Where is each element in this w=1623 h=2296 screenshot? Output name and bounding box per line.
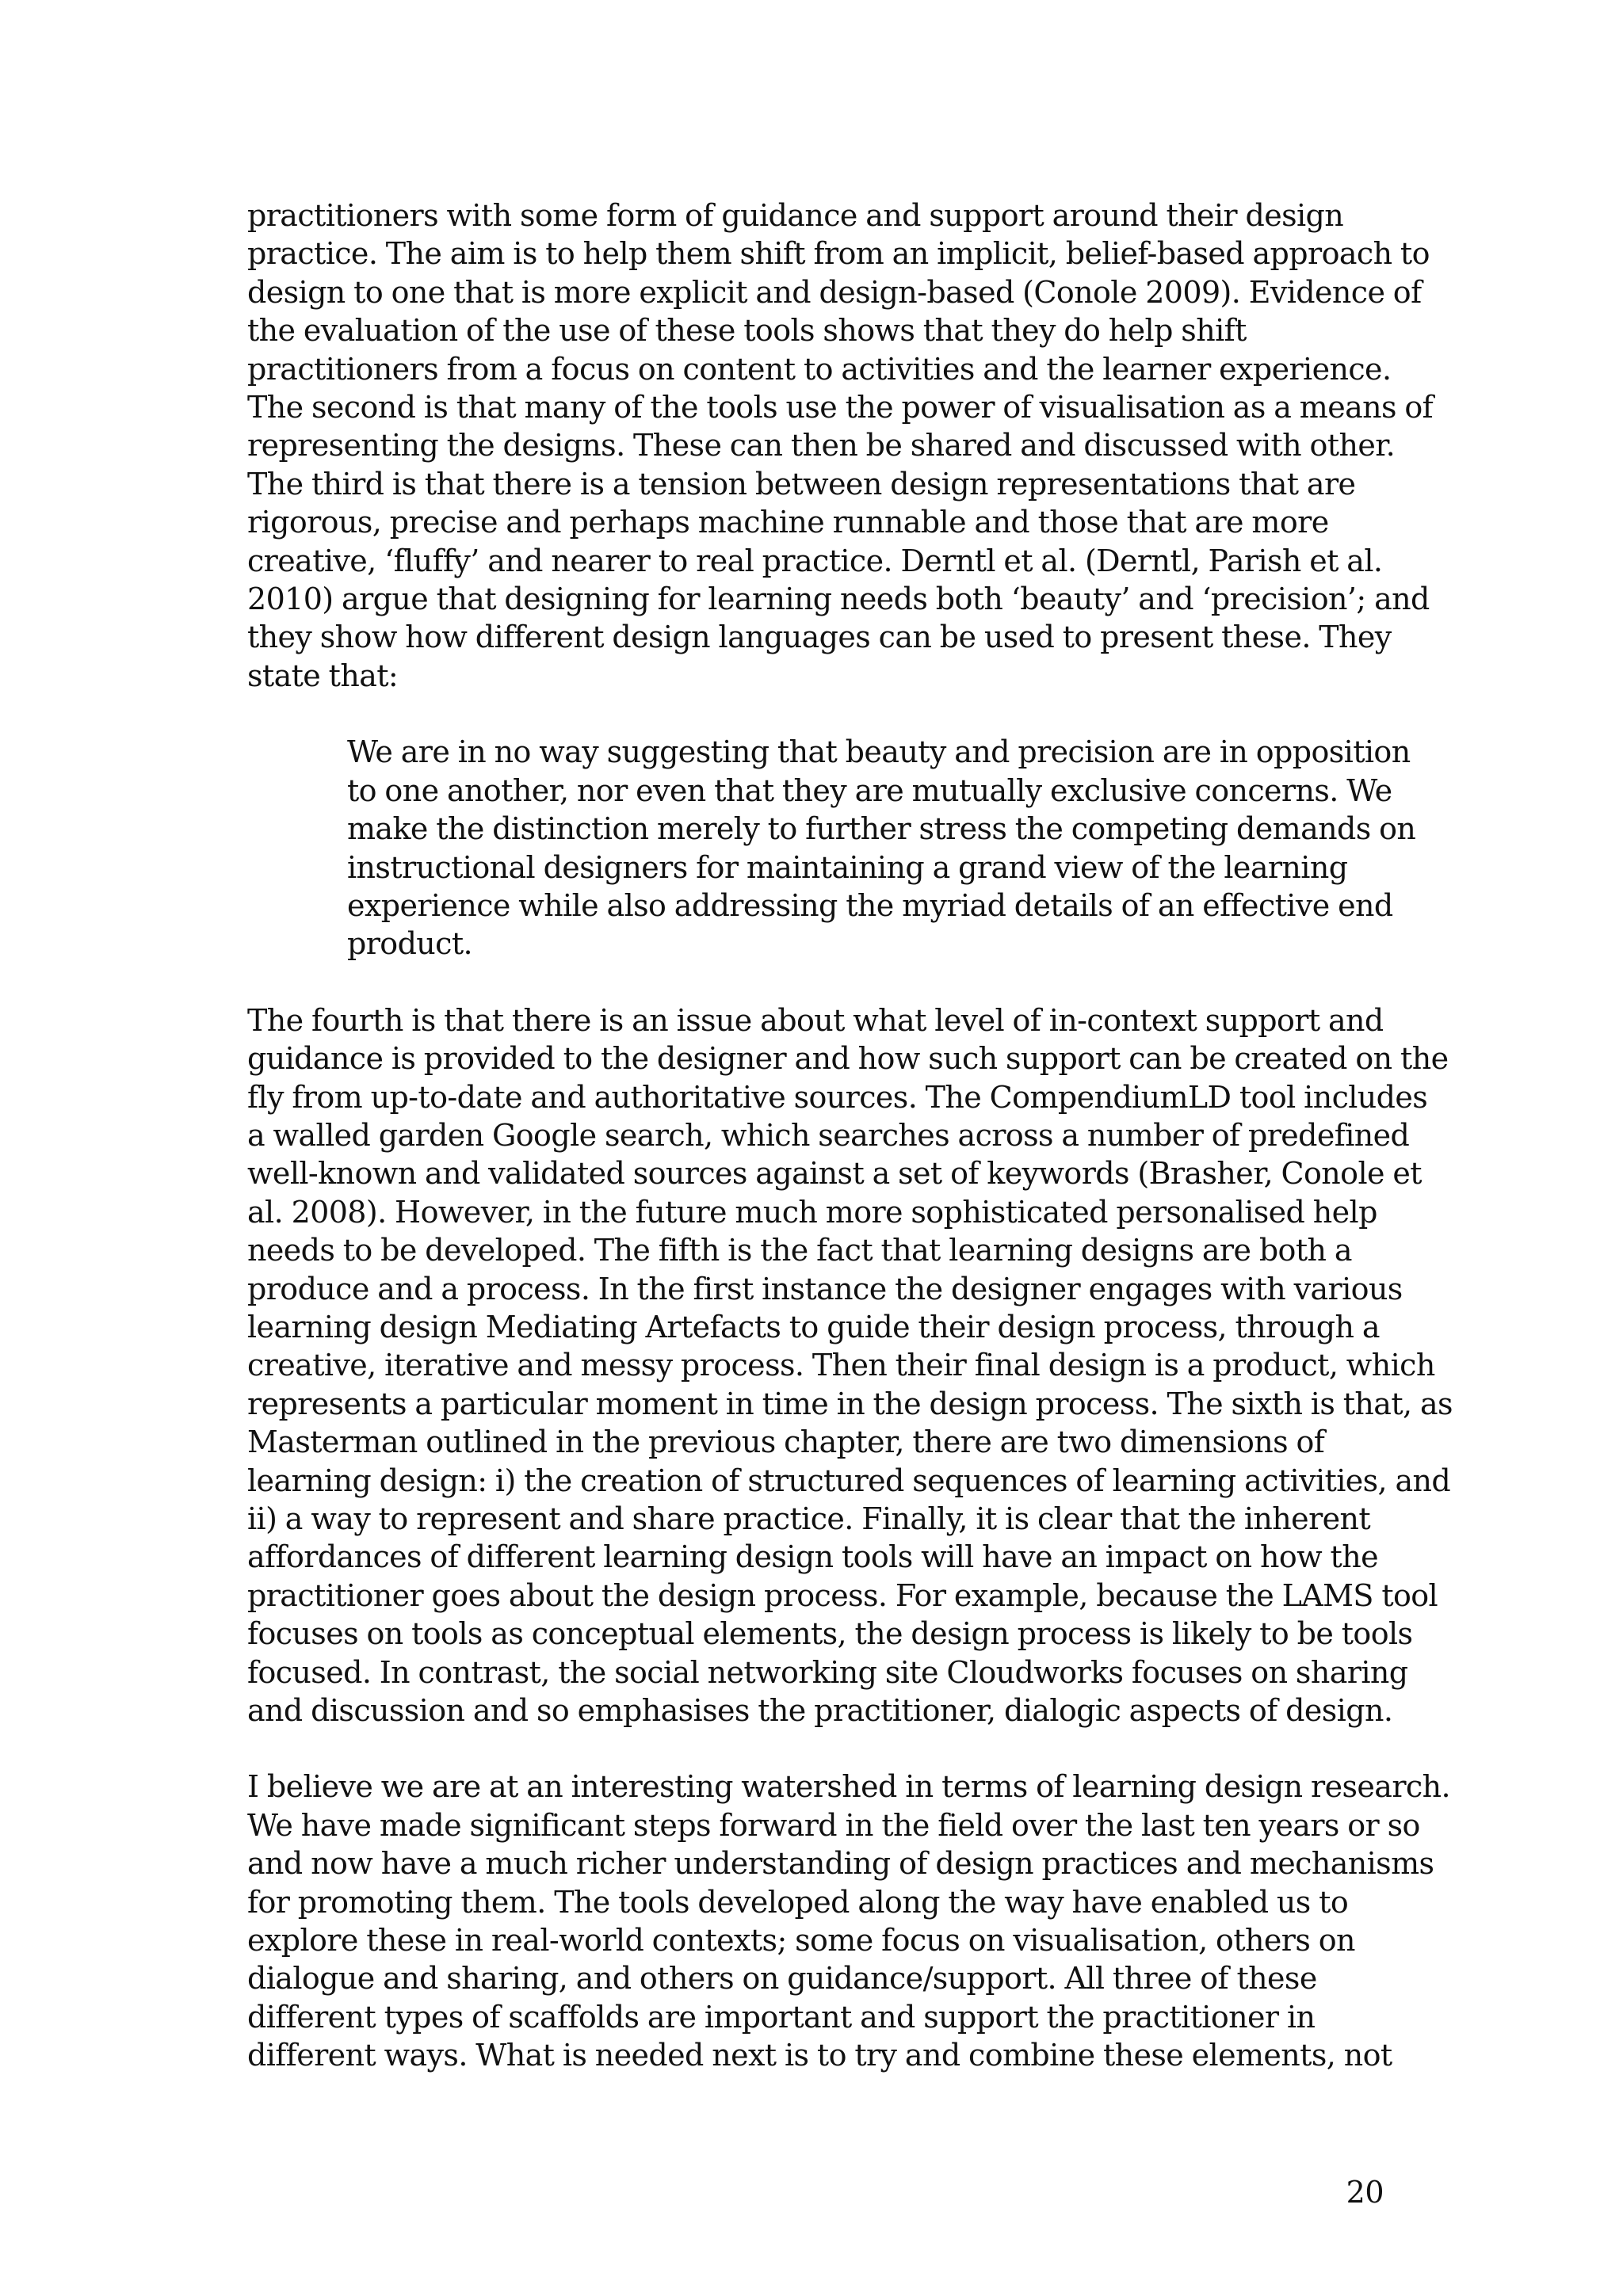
text-line: for promoting them. The tools developed along the way have enabled us to [247,1884,1349,1920]
quote-line: product. [347,926,472,962]
text-line: focuses on tools as conceptual elements, the design process is likely to be tools [247,1616,1413,1652]
text-line: ii) a way to represent and share practice. Finally, it is clear that the inherent [247,1501,1371,1536]
text-line: guidance is provided to the designer and how such support can be created on the [247,1041,1449,1077]
quote-line: make the distinction merely to further stress the competing demands on [347,811,1416,847]
text-line: represents a particular moment in time in the design process. The sixth is that, as [247,1386,1453,1421]
text-line: a walled garden Google search, which searches across a number of predefined [247,1117,1410,1153]
text-line: creative, iterative and messy process. Then their final design is a product, which [247,1348,1435,1383]
text-line: well-known and validated sources against a set of keywords (Brasher, Conole et [247,1156,1422,1192]
text-line: and discussion and so emphasises the practitioner, dialogic aspects of design. [247,1693,1393,1729]
text-line: representing the designs. These can then be shared and discussed with other. [247,428,1396,463]
text-line: The third is that there is a tension between design representations that are [247,466,1356,502]
text-line: 2010) argue that designing for learning needs both ‘beauty’ and ‘precision’; and [247,582,1430,617]
paragraph-1 [247,196,1434,695]
quote-line: instructional designers for maintaining a grand view of the learning [347,849,1348,885]
text-line: fly from up-to-date and authoritative sources. The CompendiumLD tool includes [247,1079,1428,1115]
quote-line: experience while also addressing the myriad details of an effective end [347,887,1393,923]
page-number: 20 [1346,2175,1384,2210]
text-line: practitioner goes about the design process. For example, because the LAMS tool [247,1577,1438,1613]
paragraph-gap [247,695,1396,733]
text-line: creative, ‘fluffy’ and nearer to real practice. Derntl et al. (Derntl, Parish et al. [247,543,1383,578]
quote-line: to one another, nor even that they are mutually exclusive concerns. We [347,772,1392,808]
text-line: rigorous, precise and perhaps machine runnable and those that are more [247,505,1329,540]
text-line: practice. The aim is to help them shift from an implicit, belief-based approach to [247,236,1430,272]
text-line: different ways. What is needed next is to try and combine these elements, not [247,2038,1392,2073]
paragraph-3 [247,1768,1450,2074]
text-line: The second is that many of the tools use the power of visualisation as a means of [247,390,1434,425]
text-line: practitioners with some form of guidance and support around their design [247,198,1344,233]
text-line: al. 2008). However, in the future much more sophisticated personalised help [247,1194,1377,1230]
quote-line: We are in no way suggesting that beauty and precision are in opposition [347,734,1411,770]
paragraph-gap [247,963,1396,1001]
text-line: I believe we are at an interesting watershed in terms of learning design research. [247,1769,1450,1805]
text-line: The fourth is that there is an issue about what level of in-context support and [247,1002,1384,1038]
block-quote [347,733,1416,963]
text-line: they show how different design languages can be used to present these. They [247,620,1392,655]
text-line: different types of scaffolds are important and support the practitioner in [247,1999,1316,2035]
text-line: Masterman outlined in the previous chapter, there are two dimensions of [247,1425,1325,1460]
text-line: affordances of different learning design tools will have an impact on how the [247,1539,1378,1575]
text-line: focused. In contrast, the social networking site Cloudworks focuses on sharing [247,1654,1408,1690]
text-line: the evaluation of the use of these tools shows that they do help shift [247,313,1247,349]
page-content [247,196,1453,2075]
paragraph-gap [247,1730,1396,1768]
text-line: We have made significant steps forward in the field over the last ten years or so [247,1807,1420,1843]
text-line: explore these in real-world contexts; some focus on visualisation, others on [247,1923,1355,1958]
text-line: learning design Mediating Artefacts to guide their design process, through a [247,1309,1380,1344]
text-line: dialogue and sharing, and others on guidance/support. All three of these [247,1961,1317,1997]
text-line: practitioners from a focus on content to activities and the learner experience. [247,351,1392,387]
text-line: learning design: i) the creation of structured sequences of learning activities, and [247,1463,1451,1498]
text-line: state that: [247,658,399,693]
paragraph-2 [247,1001,1453,1730]
text-line: and now have a much richer understanding of design practices and mechanisms [247,1846,1434,1882]
text-line: design to one that is more explicit and design-based (Conole 2009). Evidence of [247,274,1422,310]
text-line: produce and a process. In the first instance the designer engages with various [247,1271,1403,1306]
text-line: needs to be developed. The fifth is the fact that learning designs are both a [247,1233,1352,1268]
